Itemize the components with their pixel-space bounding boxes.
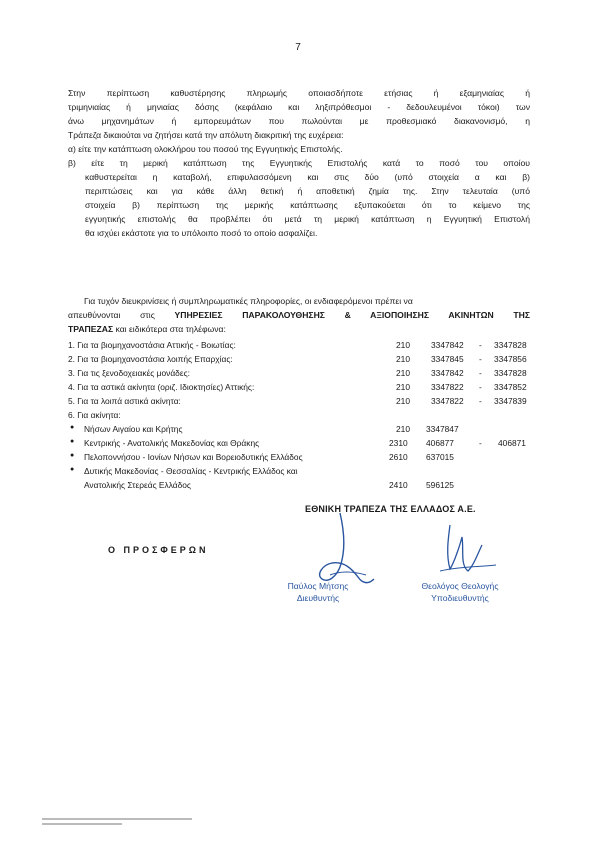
phone-code: 210: [396, 354, 410, 364]
phone-to: 3347839: [494, 396, 527, 406]
phone-dash: -: [479, 340, 482, 350]
option-b-continuation: [85, 170, 530, 240]
item6-label: 6. Για ακίνητα:: [68, 410, 121, 420]
region-label: Κεντρικής - Ανατολικής Μακεδονίας και Θράκης: [84, 438, 260, 448]
option-b: β) είτε τη μερική κατάπτωση της Εγγυητικής Επιστολής κατά το ποσό του οποίου: [68, 158, 530, 168]
region-from: 637015: [426, 452, 454, 462]
footer-print-marks: [42, 818, 192, 825]
region-from: 406877: [426, 438, 454, 448]
region-label: Δυτικής Μακεδονίας - Θεσσαλίας - Κεντρικής Ελλάδος και: [84, 466, 298, 476]
region-label-continued: Ανατολικής Στερεάς Ελλάδος: [84, 480, 191, 490]
intro-paragraph: [68, 86, 530, 170]
signatory-2-title: Υποδιευθυντής: [431, 593, 489, 603]
region-code: 2610: [389, 452, 408, 462]
info-line: [68, 322, 530, 336]
phone-code: 210: [396, 340, 410, 350]
intro-line: τριμηνιαίας ή μηνιαίας δόσης (κεφάλαιο και ληξιπρόθεσμοι - δεδουλευμένοι τόκοι) των: [68, 102, 530, 112]
region-code: 2310: [389, 438, 408, 448]
phone-to: 3347852: [494, 382, 527, 392]
signatory-1: [258, 580, 378, 604]
option-b-line: εγγυητικής επιστολής θα προβλέπει ότι μετά τη μερική κατάπτωση η Εγγυητική Επιστολή: [85, 214, 530, 224]
option-b-line: καθυστερείται η καταβολή, επιφυλασσόμενη και στις δύο (υπό στοιχεία α και β): [85, 172, 530, 182]
phone-label: 2. Για τα βιομηχανοστάσια λοιπής Επαρχίας:: [68, 354, 233, 364]
signatory-2-name: Θεολόγος Θεολογής: [421, 581, 499, 591]
phone-from: 3347842: [431, 340, 464, 350]
intro-line: άνω μηχανημάτων ή εμπορευμάτων που πωλούνται με προθεσμιακό διακανονισμό, η: [68, 116, 530, 126]
signatory-2: [395, 580, 525, 604]
intro-line: Τράπεζα δικαιούται να ζητήσει κατά την απόλυτη διακριτική της ευχέρεια:: [68, 130, 344, 140]
signatory-1-title: Διευθυντής: [296, 593, 340, 603]
phone-to: 3347856: [494, 354, 527, 364]
bullet-icon: ●: [70, 466, 75, 473]
phone-label: 4. Για τα αστικά ακίνητα (οριζ. Ιδιοκτησίες) Αττικής:: [68, 382, 255, 392]
phone-from: 3347845: [431, 354, 464, 364]
service-name: ΥΠΗΡΕΣΙΕΣ ΠΑΡΑΚΟΛΟΥΘΗΣΗΣ & ΑΞΙΟΠΟΙΗΣΗΣ ΑΚΙΝΗΤΩΝ ΤΗΣ: [174, 310, 530, 320]
signatory-1-name: Παύλος Μήτσης: [287, 581, 349, 591]
offerer-label: Ο ΠΡΟΣΦΕΡΩΝ: [108, 545, 209, 555]
region-label: Πελοποννήσου - Ιονίων Νήσων και Βορειοδυτικής Ελλάδος: [84, 452, 303, 462]
option-b-line: περιπτώσεις και για κάθε άλλη θετική ή αποθετική ζημία της. Στην τελευταία (υπό: [85, 186, 530, 196]
option-b-line: στοιχεία β) περίπτωση της μερικής κατάπτωσης εξυπακούεται ότι το κείμενο της: [85, 200, 530, 210]
option-b-line: θα ισχύει εκάστοτε για το υπόλοιπο ποσό το οποίο ασφαλίζει.: [85, 228, 318, 238]
bullet-icon: ●: [70, 438, 75, 445]
phone-label: 3. Για τις ξενοδοχειακές μονάδες:: [68, 368, 190, 378]
phone-from: 3347822: [431, 396, 464, 406]
info-text: απευθύνονται στις: [68, 310, 155, 320]
info-line: Για τυχόν διευκρινίσεις ή συμπληρωματικές πληροφορίες, οι ενδιαφερόμενοι πρέπει να: [84, 296, 413, 306]
bullet-icon: ●: [70, 452, 75, 459]
bank-name: ΕΘΝΙΚΗ ΤΡΑΠΕΖΑ ΤΗΣ ΕΛΛΑΔΟΣ Α.Ε.: [305, 504, 476, 514]
phone-code: 210: [396, 382, 410, 392]
phone-label: 1. Για τα βιομηχανοστάσια Αττικής - Βοιωτίας:: [68, 340, 236, 350]
region-to: 406871: [498, 438, 526, 448]
phone-dash: -: [479, 396, 482, 406]
option-a: α) είτε την κατάπτωση ολοκλήρου του ποσού της Εγγυητικής Επιστολής.: [68, 144, 343, 154]
region-code: 210: [396, 424, 410, 434]
phone-to: 3347828: [494, 368, 527, 378]
bullet-icon: ●: [70, 424, 75, 431]
page-number: 7: [295, 42, 301, 53]
phone-from: 3347842: [431, 368, 464, 378]
info-paragraph: [68, 294, 530, 336]
bank-ref: ΤΡΑΠΕΖΑΣ: [68, 324, 114, 334]
intro-line: Στην περίπτωση καθυστέρησης πληρωμής οποιασδήποτε ετήσιας ή εξαμηνιαίας ή: [68, 88, 530, 98]
phone-dash: -: [479, 368, 482, 378]
region-label: Νήσων Αιγαίου και Κρήτης: [84, 424, 183, 434]
phone-to: 3347828: [494, 340, 527, 350]
phone-label: 5. Για τα λοιπά αστικά ακίνητα:: [68, 396, 181, 406]
phone-dash: -: [479, 354, 482, 364]
region-from: 3347847: [426, 424, 459, 434]
phone-dash: -: [479, 382, 482, 392]
info-line: [68, 308, 530, 322]
phone-code: 210: [396, 368, 410, 378]
phone-code: 210: [396, 396, 410, 406]
info-text: και ειδικότερα στα τηλέφωνα:: [115, 324, 226, 334]
phone-from: 3347822: [431, 382, 464, 392]
region-code: 2410: [389, 480, 408, 490]
region-dash: -: [479, 438, 482, 448]
region-from: 596125: [426, 480, 454, 490]
